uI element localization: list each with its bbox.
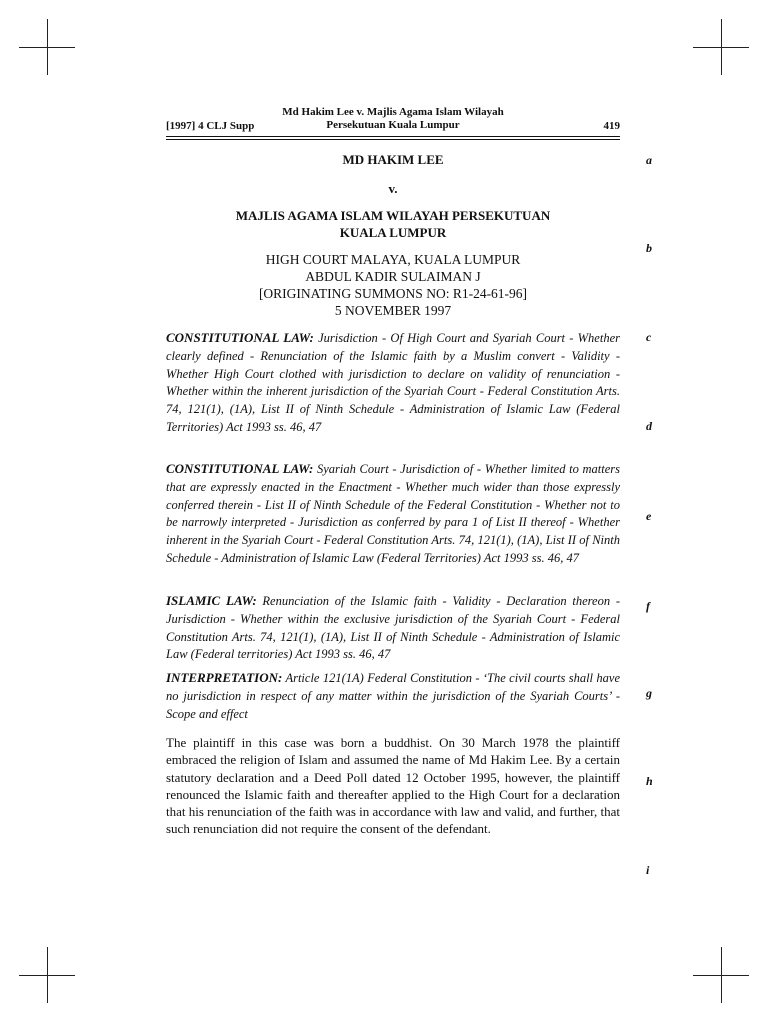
court-details	[166, 251, 620, 319]
defendant-name	[166, 207, 620, 241]
catchword-heading: CONSTITUTIONAL LAW:	[166, 461, 314, 476]
court-name: HIGH COURT MALAYA, KUALA LUMPUR	[265, 252, 521, 267]
catchword-text: Article 121(1A) Federal Constitution - ‘The civil courts shall have no jurisdiction in respect of any matter within the jurisdiction of the Syariah Courts’ - Scope and effect	[166, 671, 620, 721]
margin-letter: g	[646, 686, 652, 700]
crop-mark	[47, 947, 48, 1003]
versus: v.	[388, 181, 398, 196]
catchword-heading: ISLAMIC LAW:	[166, 593, 257, 608]
running-title	[166, 106, 620, 132]
margin-letter: d	[646, 419, 652, 433]
catchword-paragraph	[166, 669, 620, 723]
crop-mark	[721, 19, 722, 75]
catchword-paragraph	[166, 592, 620, 664]
margin-letter: a	[646, 153, 652, 167]
running-header	[166, 104, 620, 138]
citation: [1997] 4 CLJ Supp	[166, 120, 255, 132]
margin-letter: h	[646, 774, 653, 788]
running-title-line1: Md Hakim Lee v. Majlis Agama Islam Wilayah	[282, 106, 504, 118]
catchword-text: Syariah Court - Jurisdiction of - Whether limited to matters that are expressly enacted in the Enactment - Whether much wider than those expressly conferred therein - List II of Ninth Schedule of the Federal Constitution - Whether not to be narrowly interpreted - Jurisdiction as conferred by para 1 of List II thereof - Whether inherent in the Syariah Court - Federal Constitution Arts. 74, 121(1), (1A), List II of Ninth Schedule - Administration of Islamic Law (Federal Territories) Act 1993 ss. 46, 47	[166, 462, 620, 565]
plaintiff-name: MD HAKIM LEE	[342, 152, 444, 167]
margin-letter: b	[646, 241, 652, 255]
margin-letter: e	[646, 509, 652, 523]
page-number: 419	[603, 120, 620, 132]
summons-number: [ORIGINATING SUMMONS NO: R1-24-61-96]	[258, 286, 528, 301]
header-rule	[166, 136, 620, 137]
headnote-paragraph: The plaintiff in this case was born a buddhist. On 30 March 1978 the plaintiff embraced the religion of Islam and assumed the name of Md Hakim Lee. By a certain statutory declaration and a Deed Poll dated 12 October 1995, however, the plaintiff renounced the Islamic faith and thereafter applied to the High Court for a declaration that his renunciation of the faith was in accordance with law and valid, and further, that such renunciation did not require the consent of the defendant.	[166, 735, 620, 837]
defendant-line2: KUALA LUMPUR	[339, 225, 447, 240]
judgment-date: 5 NOVEMBER 1997	[334, 303, 452, 318]
judge-name: ABDUL KADIR SULAIMAN J	[305, 269, 481, 284]
header-rule	[166, 139, 620, 140]
crop-mark	[721, 947, 722, 1003]
margin-letter: c	[646, 330, 652, 344]
catchword-heading: INTERPRETATION:	[166, 670, 283, 685]
defendant-line1: MAJLIS AGAMA ISLAM WILAYAH PERSEKUTUAN	[235, 208, 551, 223]
margin-letter: f	[646, 599, 650, 613]
catchword-paragraph	[166, 329, 620, 437]
catchword-heading: CONSTITUTIONAL LAW:	[166, 330, 314, 345]
catchword-paragraph	[166, 460, 620, 568]
catchword-text: Renunciation of the Islamic faith - Validity - Declaration thereon - Jurisdiction - Whether within the exclusive jurisdiction of the Syariah Court - Federal Constitution Arts. 74, 121(1), (1A), List II of Ninth Schedule - Administration of Islamic Law (Federal territories) Act 1993 ss. 46, 47	[166, 594, 620, 662]
margin-letter: i	[646, 863, 650, 877]
crop-mark	[47, 19, 48, 75]
running-title-line2: Persekutuan Kuala Lumpur	[326, 119, 460, 131]
catchword-text: Jurisdiction - Of High Court and Syariah Court - Whether clearly defined - Renunciation of the Islamic faith by a Muslim convert - Validity - Whether High Court clothed with jurisdiction to declare on validity of renunciation - Whether within the inherent jurisdiction of the Syariah Court - Federal Constitution Arts. 74, 121(1), (1A), List II of Ninth Schedule - Administration of Islamic Law (Federal Territories) Act 1993 ss. 46, 47	[166, 331, 620, 434]
